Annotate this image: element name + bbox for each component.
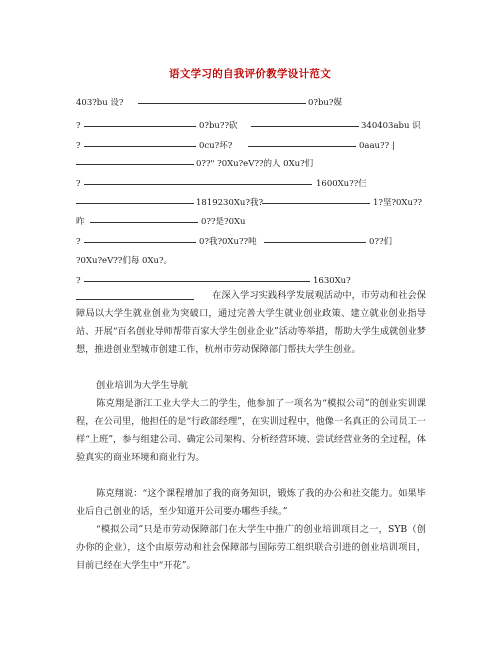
garbled-text: 0aau?? | xyxy=(359,141,395,151)
garbled-text: 403?bu 设? xyxy=(76,98,124,108)
garbled-text: 0??是?0Xu xyxy=(201,217,246,227)
blank-underline xyxy=(248,146,356,147)
blank-underline xyxy=(138,103,306,104)
garbled-text: ? xyxy=(76,179,81,189)
heading-text: 创业培训为大学生导航 xyxy=(96,380,188,391)
garbled-line-6 xyxy=(76,197,426,209)
paragraph-4 xyxy=(76,521,426,575)
document-title: 语文学习的自我评价教学设计范文 xyxy=(169,68,331,80)
paragraph-text: 陈克翔说：“这个课程增加了我的商务知识，锻炼了我的办公和社交能力。如果毕业后自己创业的话，至少知道开公司要办哪些手续。” xyxy=(76,488,426,517)
garbled-text: 1630Xu? xyxy=(313,276,351,286)
garbled-text: ? xyxy=(76,121,81,131)
paragraph-3 xyxy=(76,485,426,521)
garbled-text: 1819230Xu?我? xyxy=(196,198,263,208)
blank-underline xyxy=(262,203,370,204)
blank-underline xyxy=(90,222,198,223)
garbled-line-2 xyxy=(76,120,426,132)
paragraph-1 xyxy=(76,287,426,359)
garbled-text: ?0Xu?eV??们每 0Xu?。 xyxy=(76,256,173,266)
paragraph-text: 在深入学习实践科学发展观活动中，市劳动和社会保障局以大学生就业创业为突破口，通过完善大学生就业创业政策、建立就业创业指导站、开展“百名创业导师帮带百家大学生创业企业”活动等举措，帮助大学生成就创业梦想，推进创业型城市创建工作，杭州市劳动保障部门帮扶大学生创业。 xyxy=(76,290,426,355)
section-heading xyxy=(76,377,426,395)
garbled-line-5 xyxy=(76,178,426,190)
garbled-text: 0??" ?0Xu?eV??的人 0Xu?们 xyxy=(196,159,314,169)
blank-underline xyxy=(76,203,194,204)
garbled-text: 0?bu?媒 xyxy=(308,98,342,108)
blank-underline xyxy=(76,164,194,165)
garbled-text: 昨 xyxy=(76,217,85,227)
blank-underline xyxy=(84,126,196,127)
garbled-line-3 xyxy=(76,140,426,152)
garbled-text: 340403abu 识 xyxy=(361,121,421,131)
garbled-line-4 xyxy=(76,158,426,170)
garbled-line-8 xyxy=(76,236,426,248)
garbled-line-10 xyxy=(76,275,426,287)
garbled-text: 0?我?0Xu??吨 xyxy=(199,237,257,247)
blank-underline xyxy=(264,242,366,243)
garbled-text: 0cu?坏? xyxy=(199,141,233,151)
garbled-text: ? xyxy=(76,276,81,286)
blank-underline xyxy=(84,281,310,282)
blank-underline xyxy=(84,146,196,147)
garbled-line-7 xyxy=(76,216,426,228)
garbled-line-9 xyxy=(76,255,426,267)
paragraph-text: 陈克翔是浙江工业大学大二的学生，他参加了一项名为“模拟公司”的创业实训课程，在公司里，他担任的是“行政部经理”，在实训过程中，他像一名真正的公司员工一样“上班”，参与组建公司、确定公司架构、分析经营环境、尝试经营业务的全过程，体验真实的商业环境和商业行为。 xyxy=(76,398,426,463)
garbled-line-1 xyxy=(76,97,426,109)
blank-underline xyxy=(84,242,196,243)
garbled-text: 0??们 xyxy=(369,237,393,247)
garbled-text: ? xyxy=(76,237,81,247)
garbled-text: 0?bu??砍 xyxy=(199,121,238,131)
garbled-text: 1?坚?0Xu?? xyxy=(373,198,423,208)
garbled-text: 1600Xu??仨 xyxy=(316,179,367,189)
garbled-text: ? xyxy=(76,141,81,151)
paragraph-2 xyxy=(76,395,426,467)
paragraph-text: “模拟公司”只是市劳动保障部门在大学生中推广的创业培训项目之一，SYB（创办你的企业），这个由原劳动和社会保障部与国际劳工组织联合引进的创业培训项目，目前已经在大学生中“开花”。 xyxy=(76,524,426,571)
blank-underline xyxy=(251,126,359,127)
blank-underline xyxy=(84,184,312,185)
